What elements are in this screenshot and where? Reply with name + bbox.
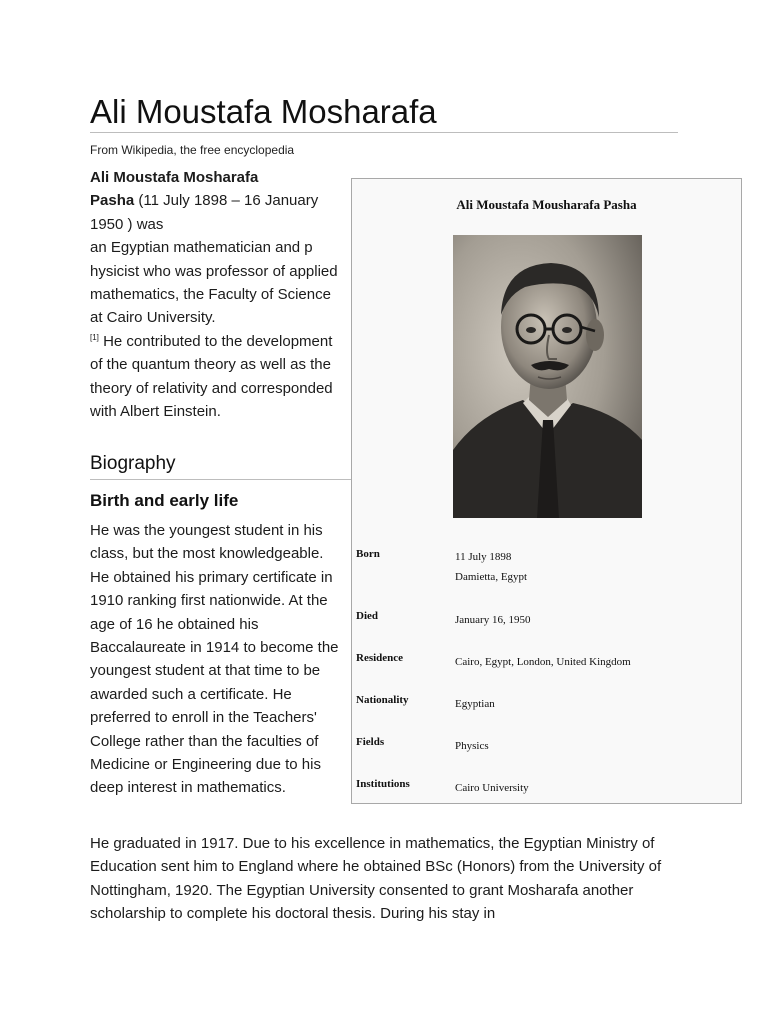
paragraph-early-life: He was the youngest student in his class, but the most knowledgeable. He obtained his primary certificate in 1910 ranking first nationwide. At the age of 16 he obtained his Baccalaureate in 1914 to become the youngest student at that time to be awarded such a certificate. He preferred to enroll in the Teachers' College rather than the faculties of Medicine or Engineering due to his deep interest in mathematics. xyxy=(90,522,339,797)
infobox-value-born-date: 11 July 1898 xyxy=(455,551,512,563)
subject-name: Ali Moustafa Mosharafa xyxy=(90,169,259,186)
infobox-value-institutions[interactable]: Cairo University xyxy=(455,782,529,794)
infobox-label-died: Died xyxy=(356,610,378,622)
infobox-label-born: Born xyxy=(356,548,380,560)
subsection-heading-birth: Birth and early life xyxy=(90,491,239,510)
infobox-value-died: January 16, 1950 xyxy=(455,614,531,626)
intro-dates: (11 July 1898 – 16 January 1950 ) was xyxy=(90,192,319,233)
infobox-value-residence[interactable]: Cairo, Egypt, London, United Kingdom xyxy=(455,656,631,668)
page-title: Ali Moustafa Mosharafa xyxy=(90,93,437,130)
subject-name-suffix: Pasha xyxy=(90,192,135,210)
page-tagline: From Wikipedia, the free encyclopedia xyxy=(90,143,295,157)
infobox-label-nationality: Nationality xyxy=(356,694,409,706)
infobox-caption: Ali Moustafa Mousharafa Pasha xyxy=(456,197,637,212)
reference-link[interactable]: [1] xyxy=(90,332,99,342)
intro-paragraph xyxy=(90,166,345,423)
infobox-value-fields[interactable]: Physics xyxy=(455,740,489,752)
infobox-label-residence: Residence xyxy=(356,652,404,664)
intro-description: an Egyptian mathematician and p hysicist who was professor of applied mathematics, the Faculty of Science at Cairo University. xyxy=(90,239,338,327)
section-divider xyxy=(90,479,352,480)
infobox-value-born-place[interactable]: Damietta, Egypt xyxy=(455,571,528,583)
infobox-label-fields: Fields xyxy=(356,736,385,748)
paragraph-education: He graduated in 1917. Due to his excellence in mathematics, the Egyptian Ministry of Education sent him to England where he obtained BSc (Honors) from the University of Nottingham, 1920. The Egyptian University consented to grant Mosharafa another scholarship to complete his doctoral thesis. During his stay in xyxy=(90,835,662,923)
infobox-label-institutions: Institutions xyxy=(356,778,410,790)
portrait-photo-icon xyxy=(453,235,642,518)
infobox-value-nationality[interactable]: Egyptian xyxy=(455,698,495,710)
section-heading-biography: Biography xyxy=(90,453,176,474)
title-divider xyxy=(90,132,678,133)
intro-contribution: He contributed to the development of the quantum theory as well as the theory of relativity and corresponded with Albert Einstein. xyxy=(90,332,333,421)
infobox xyxy=(351,178,742,804)
